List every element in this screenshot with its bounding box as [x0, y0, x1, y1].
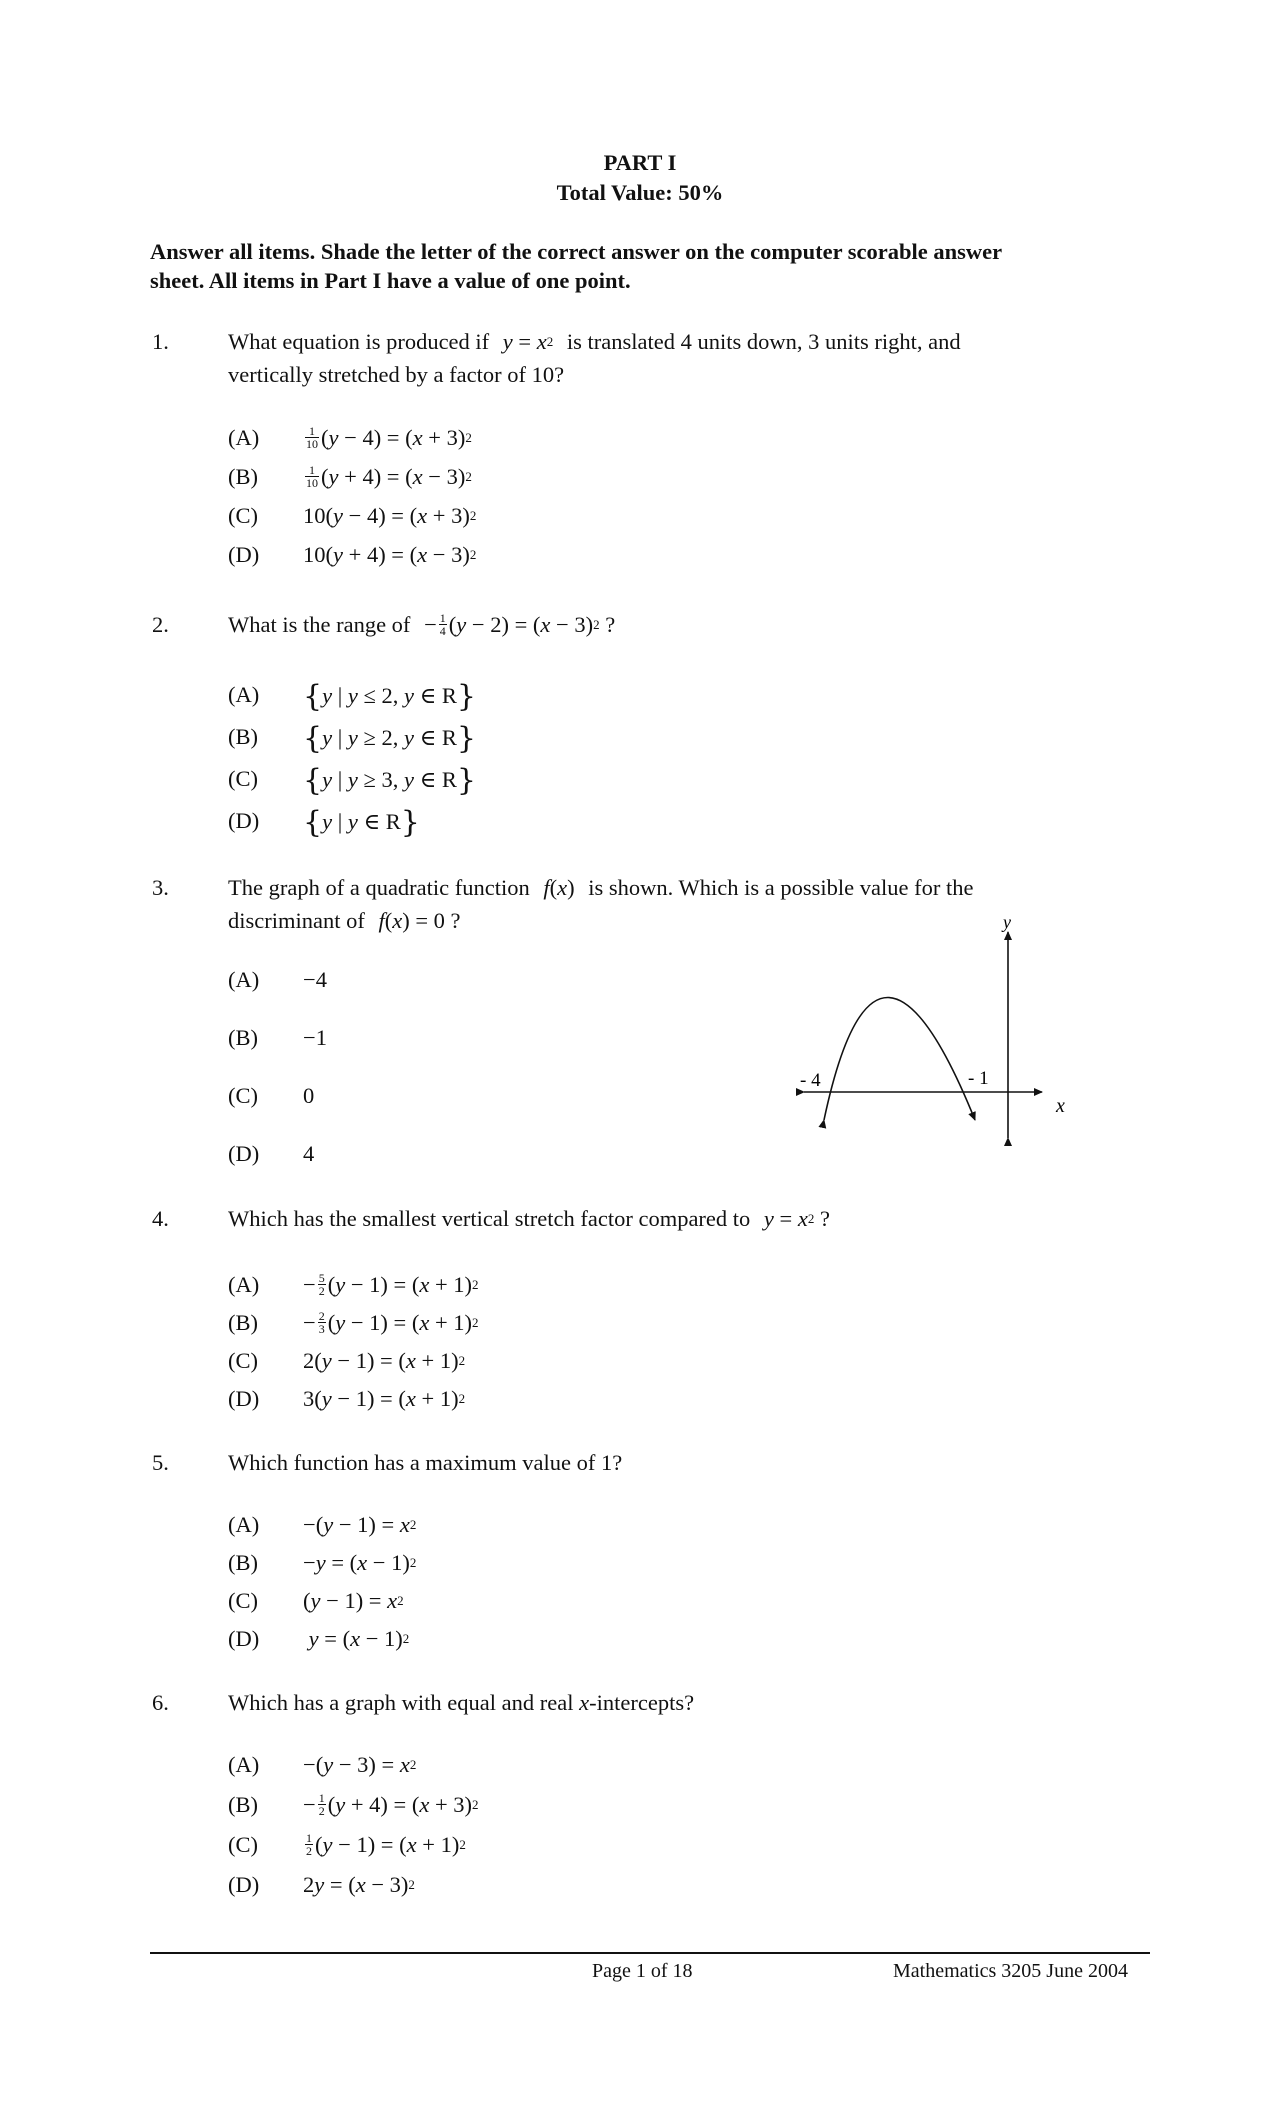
- q6-option-c-expression: $\frac{1}{2}$ $(y - 1) = (x + 1)^2$: [306, 1831, 466, 1859]
- page-number: Page 1 of 18: [592, 1960, 693, 1982]
- y-axis-label: y: [1003, 915, 1011, 932]
- q5-option-b-label[interactable]: (B): [228, 1550, 258, 1575]
- q3-option-a-label[interactable]: (A): [228, 967, 260, 992]
- q3-option-d-value: 4: [303, 1141, 315, 1166]
- q3-text-part2: is shown. Which is a possible value for the: [588, 875, 974, 900]
- q3-text-part1: The graph of a quadratic function: [228, 875, 530, 900]
- q2-text-part1: What is the range of: [228, 612, 411, 637]
- q2-option-b-label[interactable]: (B): [228, 724, 258, 749]
- q4-equation: $y = x^2$ ?: [763, 1206, 830, 1231]
- q3-option-a-value: −4: [303, 967, 327, 992]
- q2-equation: − $\frac{1}{4}$ $(y - 2) = (x - 3)^2$ ?: [424, 611, 616, 639]
- footer-rule: [150, 1952, 1150, 1954]
- q6-option-d-expression: $2y = (x - 3)^2$: [303, 1872, 415, 1897]
- q5-option-a-expression: $-(y - 1) = x^2$: [303, 1512, 417, 1537]
- q5-option-c-label[interactable]: (C): [228, 1588, 258, 1613]
- left-intercept-label: - 4: [800, 1070, 821, 1091]
- q2-option-c-expression: {y | y ≥ 3, y ∈ R}: [303, 763, 476, 798]
- q2-option-a-expression: {y | y ≤ 2, y ∈ R}: [303, 679, 476, 714]
- q3-stem-line2: [228, 908, 461, 934]
- q5-text: Which function has a maximum value of 1?: [228, 1450, 623, 1475]
- q1-option-c-expression: $10(y - 4) = (x + 3)^2$: [303, 503, 477, 528]
- q6-option-a-label[interactable]: (A): [228, 1752, 260, 1777]
- q1-text-part1: What equation is produced if: [228, 329, 490, 354]
- q5-option-b-expression: $-y = (x - 1)^2$: [303, 1550, 417, 1575]
- q3-function: f(x): [543, 875, 575, 900]
- q2-option-b-expression: {y | y ≥ 2, y ∈ R}: [303, 721, 476, 756]
- q3-stem: [228, 875, 973, 901]
- q2-stem: [228, 612, 615, 639]
- q6-text-part1: Which has a graph with equal and real: [228, 1690, 574, 1715]
- q1-option-c-label[interactable]: (C): [228, 503, 258, 528]
- q5-option-c-expression: $(y - 1) = x^2$: [303, 1588, 404, 1613]
- q5-option-d-label[interactable]: (D): [228, 1626, 260, 1651]
- q4-option-c-label[interactable]: (C): [228, 1348, 258, 1373]
- q6-option-a-expression: $-(y - 3) = x^2$: [303, 1752, 417, 1777]
- q1-option-d-label[interactable]: (D): [228, 542, 260, 567]
- right-intercept-label: - 1: [968, 1068, 989, 1089]
- total-value: Total Value: 50%: [556, 180, 724, 205]
- q1-text-part2: is translated 4 units down, 3 units right, and: [566, 329, 961, 354]
- q3-option-b-label[interactable]: (B): [228, 1025, 258, 1050]
- parabola-curve: [824, 998, 975, 1121]
- q5-option-a-label[interactable]: (A): [228, 1512, 260, 1537]
- q1-stem: [228, 329, 961, 355]
- q6-option-c-label[interactable]: (C): [228, 1832, 258, 1857]
- q4-option-c-expression: $2(y - 1) = (x + 1)^2$: [303, 1348, 466, 1373]
- q6-text-italic: x: [579, 1690, 590, 1715]
- q1-option-a-label[interactable]: (A): [228, 425, 260, 450]
- q6-option-d-label[interactable]: (D): [228, 1872, 260, 1897]
- q6-number: 6.: [152, 1690, 169, 1715]
- q4-option-d-label[interactable]: (D): [228, 1386, 260, 1411]
- instructions-line-1: Answer all items. Shade the letter of the correct answer on the computer scorable answer: [150, 239, 1003, 264]
- course-label: Mathematics 3205 June 2004: [893, 1960, 1128, 1982]
- q6-text-part2: -intercepts?: [589, 1690, 695, 1715]
- q3-option-b-value: −1: [303, 1025, 327, 1050]
- q1-text-line2: vertically stretched by a factor of 10?: [228, 362, 565, 387]
- q6-option-b-expression: − $\frac{1}{2}$ $(y + 4) = (x + 3)^2$: [303, 1791, 479, 1819]
- q3-equation: f(x) = 0 ?: [378, 908, 461, 933]
- q4-option-d-expression: $3(y - 1) = (x + 1)^2$: [303, 1386, 466, 1411]
- x-axis-label: x: [1056, 1095, 1065, 1117]
- q4-text-part1: Which has the smallest vertical stretch factor compared to: [228, 1206, 751, 1231]
- q3-option-c-value: 0: [303, 1083, 315, 1108]
- q1-number: 1.: [152, 329, 169, 354]
- q4-number: 4.: [152, 1206, 169, 1231]
- q3-option-c-label[interactable]: (C): [228, 1083, 258, 1108]
- q2-option-c-label[interactable]: (C): [228, 766, 258, 791]
- q2-option-d-label[interactable]: (D): [228, 808, 260, 833]
- instructions-line-2: sheet. All items in Part I have a value of one point.: [150, 268, 631, 293]
- q1-option-b-expression: $\frac{1}{10}$ $(y + 4) = (x - 3)^2$: [306, 463, 472, 491]
- part-title: PART I: [603, 150, 677, 175]
- q6-option-b-label[interactable]: (B): [228, 1792, 258, 1817]
- q4-option-a-label[interactable]: (A): [228, 1272, 260, 1297]
- q4-stem: [228, 1206, 830, 1232]
- q4-option-b-expression: − $\frac{2}{3}$ $(y - 1) = (x + 1)^2$: [303, 1309, 479, 1337]
- q5-option-d-expression: $y = (x - 1)^2$: [308, 1626, 410, 1651]
- q6-stem: [228, 1690, 694, 1716]
- q1-option-d-expression: $10(y + 4) = (x - 3)^2$: [303, 542, 477, 567]
- q3-text-line2: discriminant of: [228, 908, 365, 933]
- q1-option-a-expression: $\frac{1}{10}$ $(y - 4) = (x + 3)^2$: [306, 424, 472, 452]
- q2-number: 2.: [152, 612, 169, 637]
- q3-parabola-graph: [790, 915, 1090, 1155]
- q1-equation: $y = x^2$: [502, 329, 554, 354]
- q1-option-b-label[interactable]: (B): [228, 464, 258, 489]
- q4-option-b-label[interactable]: (B): [228, 1310, 258, 1335]
- q2-option-a-label[interactable]: (A): [228, 682, 260, 707]
- q2-option-d-expression: {y | y ∈ R}: [303, 805, 420, 840]
- q5-number: 5.: [152, 1450, 169, 1475]
- q3-option-d-label[interactable]: (D): [228, 1141, 260, 1166]
- q4-option-a-expression: − $\frac{5}{2}$ $(y - 1) = (x + 1)^2$: [303, 1271, 479, 1299]
- q3-number: 3.: [152, 875, 169, 900]
